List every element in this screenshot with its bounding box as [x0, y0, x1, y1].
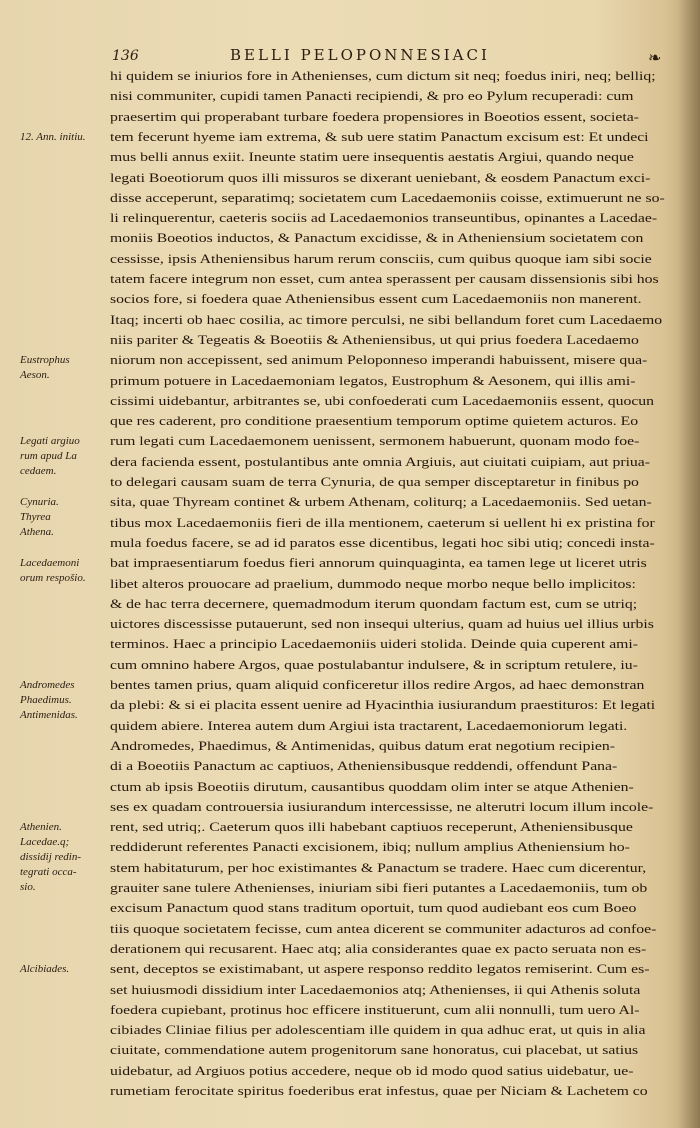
fleuron-ornament: ❧: [648, 48, 662, 67]
text-line: sent, deceptos se existimabant, ut aspere responso reddito legatos remiserint. Cum es-: [110, 962, 650, 977]
margin-note-line: Andromedes: [20, 679, 75, 691]
text-line: mula foedus facere, se ad id paratos esse dicentibus, legati hoc sibi utiq; concedi insta-: [110, 535, 655, 550]
margin-note-line: Aeson.: [20, 369, 50, 382]
text-line: niis pariter & Tegeatis & Boeotiis & Atheniensibus, ut qui prius foedera Lacedaemo: [110, 332, 639, 347]
margin-note-line: Phaedimus.: [20, 694, 72, 706]
text-line: hi quidem se iniurios fore in Athenienses, cum dictum sit neq; foedus iniri, neq; belliq;: [110, 69, 656, 83]
text-line: to delegari causam suam de terra Cynuria, de qua semper disceptaretur in finibus po: [110, 475, 639, 489]
margin-note-line: Athena.: [20, 526, 54, 539]
margin-note-line: Legati argiuo: [20, 435, 80, 448]
margin-note: [20, 353, 70, 383]
text-line: que res caderent, pro conditione praesentium temporum optime quietem acturos. Eo: [110, 414, 639, 429]
text-line: disse acceperunt, separatimq; societatem cum Lacedaemoniis coisse, extimuerunt ne so-: [110, 190, 665, 205]
margin-note-line: Lacedae.q;: [20, 836, 70, 849]
margin-note: [20, 556, 86, 586]
margin-note-line: sio.: [20, 881, 36, 894]
text-line: set huiusmodi dissidium inter Lacedaemonios atq; Athenienses, ii qui Athenis soluta: [110, 982, 641, 997]
text-line: ctum ab ipsis Boeotiis dirutum, causantibus quoddam olim inter se atque Athenien-: [110, 779, 634, 794]
text-line: rum legati cum Lacedaemonem uenissent, sermonem habuerunt, quonam modo foe-: [110, 434, 640, 449]
text-line: stem habitaturum, per hoc existimantes & Panactum se tradere. Haec cum dicerentur,: [110, 860, 647, 875]
margin-note: [20, 495, 59, 540]
text-line: nisi communiter, cupidi tamen Panacti recipiendi, & pro eo Pylum recuperadi: cum: [110, 89, 634, 104]
margin-note-line: Lacedaemoni: [20, 557, 80, 570]
text-line: reddiderunt referentes Panacti excisionem, ibiq; nullum amplius Atheniensium ho-: [110, 840, 630, 855]
margin-note-line: Eustrophus: [20, 354, 70, 367]
text-line: excisum Panactum quod stans traditum oportuit, tum quod audiebant eos cum Boeo: [110, 901, 637, 916]
text-line: legati Boeotiorum quos illi missuros se dixerant ueniebant, & eosdem Panactum exci-: [110, 170, 651, 185]
text-line: foedera cupiebant, protinus hoc efficere instituerunt, cum alii nonnulli, tum uero Al-: [110, 1002, 640, 1017]
margin-note: [20, 434, 80, 479]
margin-note-line: Thyrea: [20, 511, 51, 524]
margin-note-line: cedaem.: [20, 465, 57, 478]
text-line: niorum non accepissent, sed animum Peloponneso imperandi habuissent, misere qua-: [110, 353, 648, 368]
text-line: sita, quae Thyream continet & urbem Athenam, coliturq; a Lacedaemoniis. Sed uetan-: [110, 495, 652, 510]
margin-note-line: dissidij redin-: [20, 851, 82, 864]
margin-note: [20, 962, 69, 977]
running-title: BELLI PELOPONNESIACI: [230, 46, 490, 64]
margin-note-line: Antimenidas.: [20, 709, 78, 721]
margin-note-line: rum apud La: [20, 450, 77, 463]
text-line: ciuitate, commendatione autem progenitorum sane honoratus, cui placebat, ut satius: [110, 1043, 639, 1058]
text-line: uictores discessisse putauerunt, sed non insequi ulterius, quam ad huius uel illius urbis: [110, 617, 654, 632]
text-line: terminos. Haec a principio Lacedaemoniis uideri stolida. Deinde quia cuperent ami-: [110, 637, 639, 652]
page-header: [112, 46, 672, 68]
text-line: li relinquerentur, caeteris sociis ad Lacedaemonios transeuntibus, opinantes a Lacedae-: [110, 211, 658, 226]
margin-note: [20, 820, 81, 895]
margin-note: [20, 678, 78, 723]
text-line: ses ex quadam controuersia iusiurandum intercessisse, ne alterutri locum illum incole-: [110, 799, 654, 814]
text-line: quidem abiere. Interea autem dum Argiui ista tractarent, Lacedaemoniorum legati.: [110, 718, 628, 733]
margin-note-line: orum respošio.: [20, 572, 86, 585]
text-line: Andromedes, Phaedimus, & Antimenidas, quibus datum erat negotium recipien-: [110, 738, 615, 753]
text-line: da plebi: & si ei placita essent uenire ad Hyacinthia iusiurandum praestituros: Et legati: [110, 698, 656, 713]
text-line: libet alteros prouocare ad praelium, dummodo neque morbo neque bello implicitos:: [110, 576, 636, 591]
text-line: bentes tamen prius, quam aliquid conficeretur illos redire Argos, ad haec demonstran: [110, 678, 645, 692]
page-number: 136: [112, 48, 139, 64]
text-line: tem fecerunt hyeme iam extrema, & sub uere statim Panactum excisum est: Et undeci: [110, 129, 649, 144]
text-line: di a Boeotiis Panactum ac captiuos, Atheniensibusque reddendi, offendunt Pana-: [110, 759, 618, 774]
text-line: uidebatur, ad Argiuos potius accedere, neque ob id modo quod satius uidebatur, ue-: [110, 1063, 634, 1078]
margin-note: [20, 130, 86, 145]
text-line: bat impraesentiarum foedus fieri annorum quinquaginta, ea tamen lege ut liceret utris: [110, 556, 647, 571]
text-line: tibus mox Lacedaemoniis fieri de illa mentionem, caeterum si uellent hi ex pristina for: [110, 515, 655, 530]
text-line: primum potuere in Lacedaemoniam legatos, Eustrophum & Aesonem, qui illis ami-: [110, 373, 636, 388]
text-line: mus belli annus exiit. Ineunte statim uere insequentis aestatis Argiui, quando neque: [110, 150, 634, 165]
text-line: cibiades Cliniae filius per adolescentiam ille quidem in qua adhuc erat, ut quis in alia: [110, 1023, 646, 1038]
text-line: socios fore, si foedera quae Atheniensibus essent cum Lacedaemoniis non manerent.: [110, 292, 642, 307]
margin-note-line: Cynuria.: [20, 496, 59, 509]
text-line: & de hac terra decernere, quemadmodum iterum quondam factum est, cum se utriq;: [110, 596, 638, 611]
margin-note-line: 12. Ann. initiu.: [20, 130, 86, 143]
text-line: Itaq; incerti ob haec cosilia, ac timore perculsi, ne sibi bellandum foret cum Lacedaemo: [110, 312, 663, 327]
text-line: praesertim qui properabant turbare foedera propensiores in Boeotios essent, societa-: [110, 109, 639, 124]
margin-note-line: tegrati occa-: [20, 866, 77, 879]
text-line: dera facienda essent, postulantibus ante omnia Argiuis, aut ciuitati cuipiam, aut priua-: [110, 454, 651, 469]
text-line: cissimi uidebantur, arbitrantes se, ubi confoederati cum Lacedaemoniis essent, quocun: [110, 393, 655, 408]
text-line: tatem facere integrum non esset, cum antea sperassent per causam dissensionis sibi hos: [110, 272, 659, 286]
text-line: cessisse, ipsis Atheniensibus harum rerum consciis, cum quibus quoque iam sibi socie: [110, 251, 652, 266]
text-line: rent, sed utriq;. Caeterum quos illi habebant captiuos receperunt, Atheniensibusque: [110, 820, 633, 835]
margin-note-line: Athenien.: [20, 821, 62, 834]
text-line: cum omnino habere Argos, quae postulabantur indulsere, & in scriptum retulere, iu-: [110, 657, 638, 672]
text-line: rumetiam ferocitate spiritus foederibus erat infestus, quae per Niciam & Lachetem co: [110, 1084, 648, 1098]
text-line: moniis Boeotios inductos, & Panactum excidisse, & in Atheniensium societatem con: [110, 231, 644, 246]
text-line: grauiter sane tulere Athenienses, iniuriam sibi fieri putantes a Lacedaemoniis, tum ob: [110, 881, 648, 895]
text-line: derationem qui recusarent. Haec atq; alia considerantes quae ex pacto seruata non es-: [110, 941, 647, 956]
text-line: tiis quoque societatem fecisse, cum antea dicerent se communiter adacturos ad confoe-: [110, 921, 657, 936]
margin-note-line: Alcibiades.: [20, 963, 70, 976]
